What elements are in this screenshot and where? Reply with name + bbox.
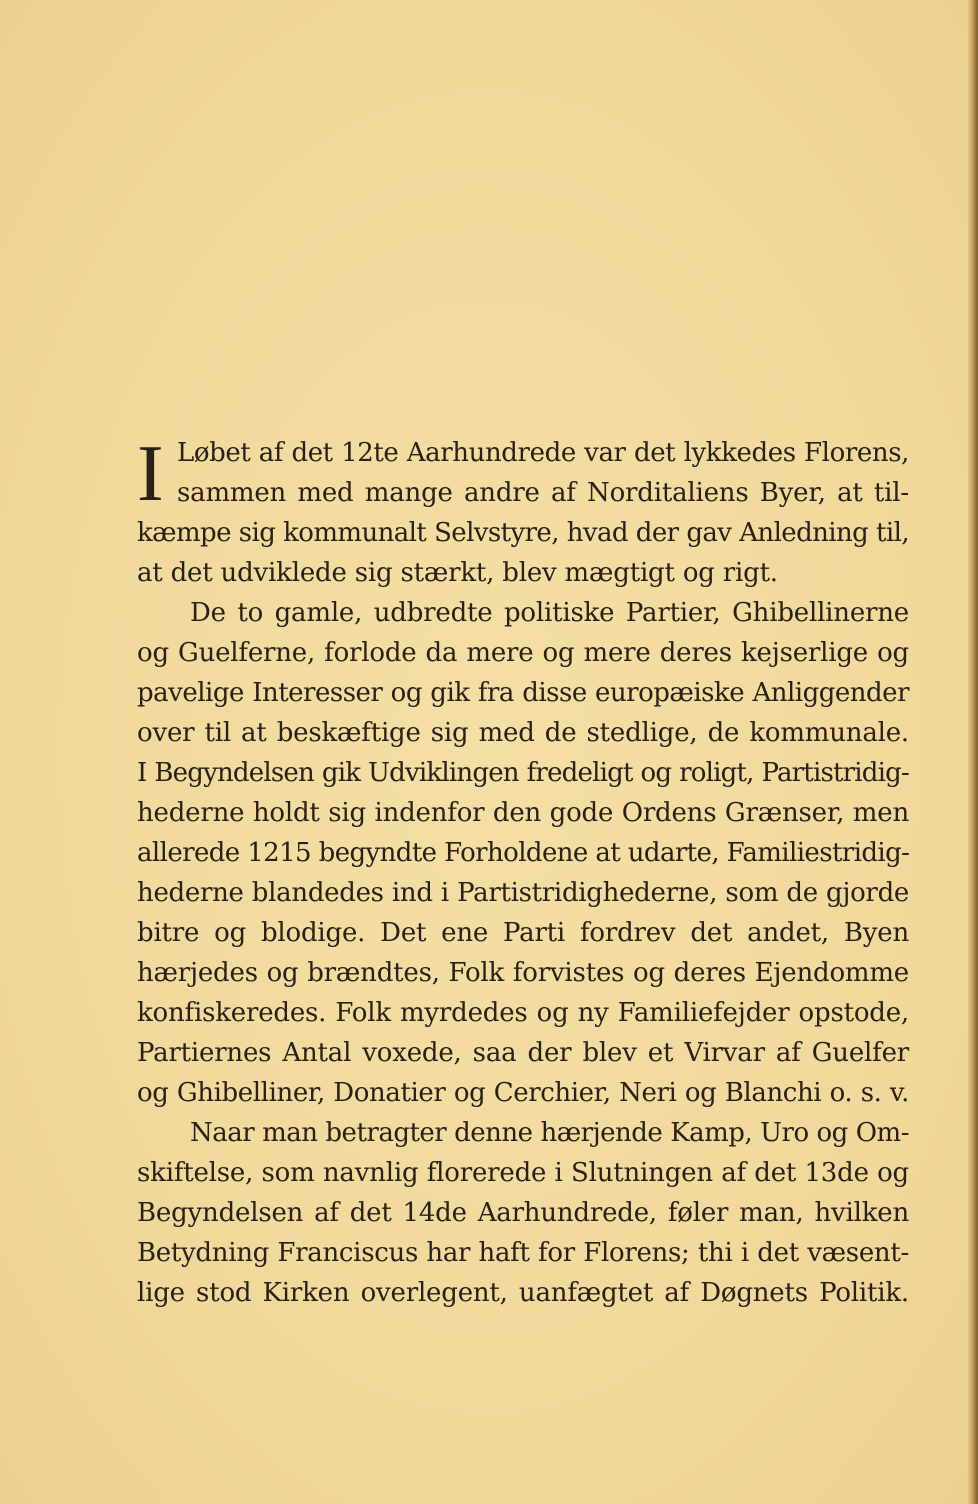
text-line: De to gamle, udbredte politiske Partier, Ghibellinerne [190, 598, 909, 628]
text-line: og Ghibelliner, Donatier og Cerchier, Neri og Blanchi o. s. v. [137, 1078, 909, 1108]
text-line: Begyndelsen af det 14de Aarhundrede, føler man, hvilken [137, 1198, 909, 1228]
text-line: Partiernes Antal voxede, saa der blev et Virvar af Guelfer [137, 1038, 909, 1068]
drop-cap: I [137, 430, 164, 518]
text-line: sammen med mange andre af Norditaliens Byer, at til- [177, 478, 909, 508]
text-line: lige stod Kirken overlegent, uanfægtet af Døgnets Politik. [137, 1278, 909, 1308]
text-line: skiftelse, som navnlig florerede i Slutningen af det 13de og [137, 1158, 909, 1188]
body-text [137, 430, 910, 1313]
text-line: pavelige Interesser og gik fra disse europæiske Anliggender [137, 678, 909, 708]
text-line: Naar man betragter denne hærjende Kamp, Uro og Om- [190, 1118, 909, 1148]
text-line: allerede 1215 begyndte Forholdene at udarte, Familiestridig- [137, 838, 910, 868]
text-line: hærjedes og brændtes, Folk forvistes og deres Ejendomme [137, 958, 909, 988]
text-line: og Guelferne, forlode da mere og mere deres kejserlige og [137, 638, 909, 668]
text-line: I Begyndelsen gik Udviklingen fredeligt og roligt, Partistridig- [137, 758, 909, 788]
text-line: konfiskeredes. Folk myrdedes og ny Familiefejder opstode, [137, 998, 909, 1028]
text-line: kæmpe sig kommunalt Selvstyre, hvad der gav Anledning til, [137, 518, 909, 548]
text-line: bitre og blodige. Det ene Parti fordrev det andet, Byen [137, 918, 909, 948]
text-line: Betydning Franciscus har haft for Florens; thi i det væsent- [137, 1238, 909, 1268]
text-line: at det udviklede sig stærkt, blev mægtigt og rigt. [137, 558, 778, 588]
text-line: Løbet af det 12te Aarhundrede var det lykkedes Florens, [177, 438, 909, 468]
text-line: hederne blandedes ind i Partistridighederne, som de gjorde [137, 878, 909, 908]
text-line: hederne holdt sig indenfor den gode Ordens Grænser, men [137, 798, 909, 828]
page-edge [968, 0, 978, 1504]
text-line: over til at beskæftige sig med de stedlige, de kommunale. [137, 718, 909, 748]
